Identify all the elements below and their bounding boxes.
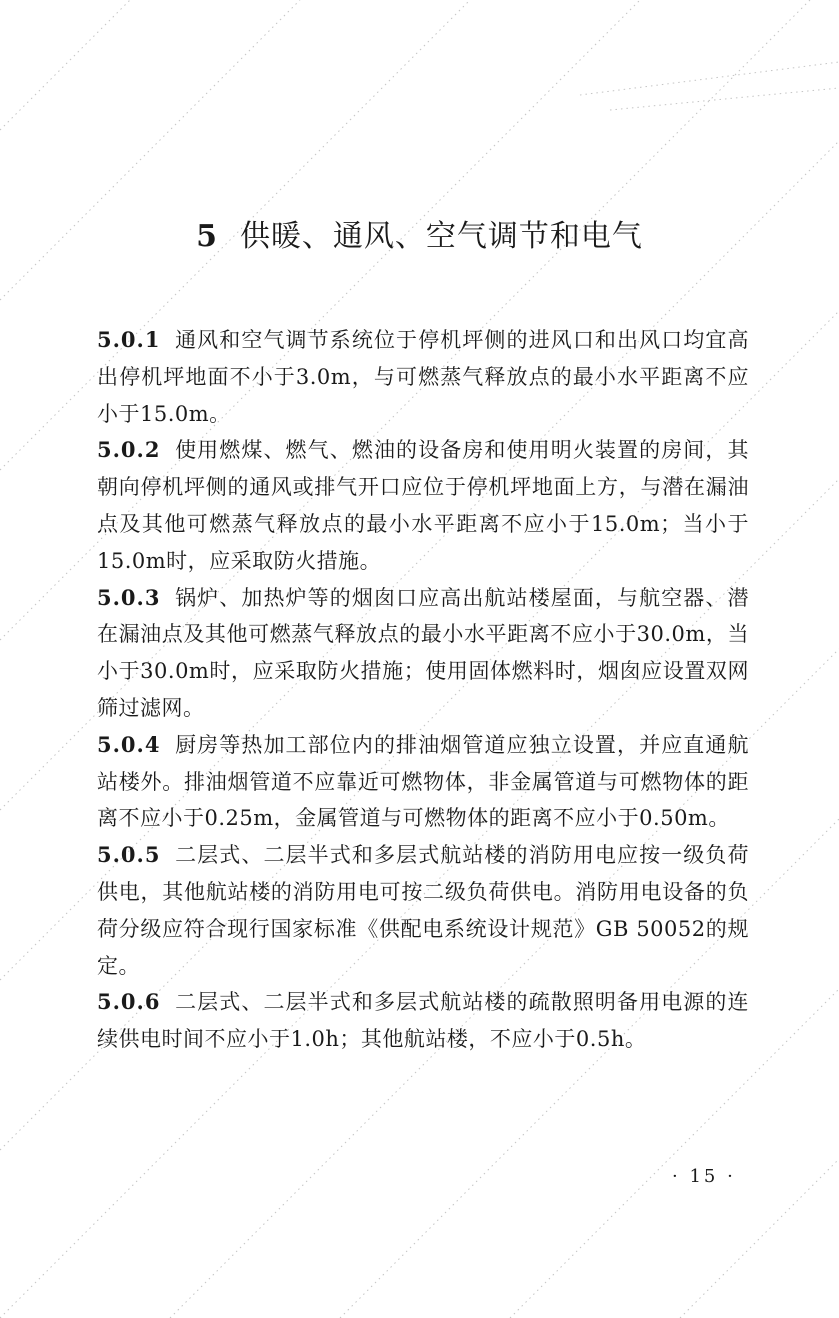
clause-number: 5.0.3 [97, 584, 161, 610]
page-number: · 15 · [672, 1166, 736, 1187]
clause-number: 5.0.5 [97, 842, 161, 868]
clause-number: 5.0.6 [97, 989, 161, 1015]
clause-number: 5.0.4 [97, 731, 161, 757]
clause-text: 二层式、二层半式和多层式航站楼的消防用电应按一级负荷供电，其他航站楼的消防用电可按二级负荷供电。消防用电设备的负荷分级应符合现行国家标准《供配电系统设计规范》GB 50052的规定。 [97, 843, 749, 978]
clause-5-0-2 [97, 432, 749, 579]
clause-number: 5.0.2 [97, 437, 161, 463]
clause-text: 厨房等热加工部位内的排油烟管道应独立设置，并应直通航站楼外。排油烟管道不应靠近可燃物体，非金属管道与可燃物体的距离不应小于0.25m，金属管道与可燃物体的距离不应小于0.50m。 [97, 732, 749, 831]
clause-number: 5.0.1 [97, 327, 161, 352]
chapter-title-text: 供暖、通风、空气调节和电气 [239, 219, 643, 254]
clause-text: 二层式、二层半式和多层式航站楼的疏散照明备用电源的连续供电时间不应小于1.0h；其他航站楼，不应小于0.5h。 [97, 990, 749, 1052]
clause-5-0-6 [97, 984, 749, 1058]
clause-5-0-3 [97, 580, 749, 727]
chapter-title [0, 214, 839, 260]
clause-5-0-4 [97, 727, 749, 837]
clause-5-0-5 [97, 837, 749, 984]
clause-text: 锅炉、加热炉等的烟囱口应高出航站楼屋面，与航空器、潜在漏油点及其他可燃蒸气释放点的最小水平距离不应小于30.0m，当小于30.0m时，应采取防火措施；使用固体燃料时，烟囱应设置双网筛过滤网。 [97, 585, 749, 720]
clause-text: 通风和空气调节系统位于停机坪侧的进风口和出风口均宜高出停机坪地面不小于3.0m，与可燃蒸气释放点的最小水平距离不应小于15.0m。 [97, 328, 749, 426]
clause-list [97, 322, 749, 1058]
chapter-number: 5 [196, 219, 218, 254]
clause-5-0-1 [97, 322, 749, 432]
clause-text: 使用燃煤、燃气、燃油的设备房和使用明火装置的房间，其朝向停机坪侧的通风或排气开口应位于停机坪地面上方，与潜在漏油点及其他可燃蒸气释放点的最小水平距离不应小于15.0m；当小于15.0m时，应采取防火措施。 [97, 438, 749, 573]
